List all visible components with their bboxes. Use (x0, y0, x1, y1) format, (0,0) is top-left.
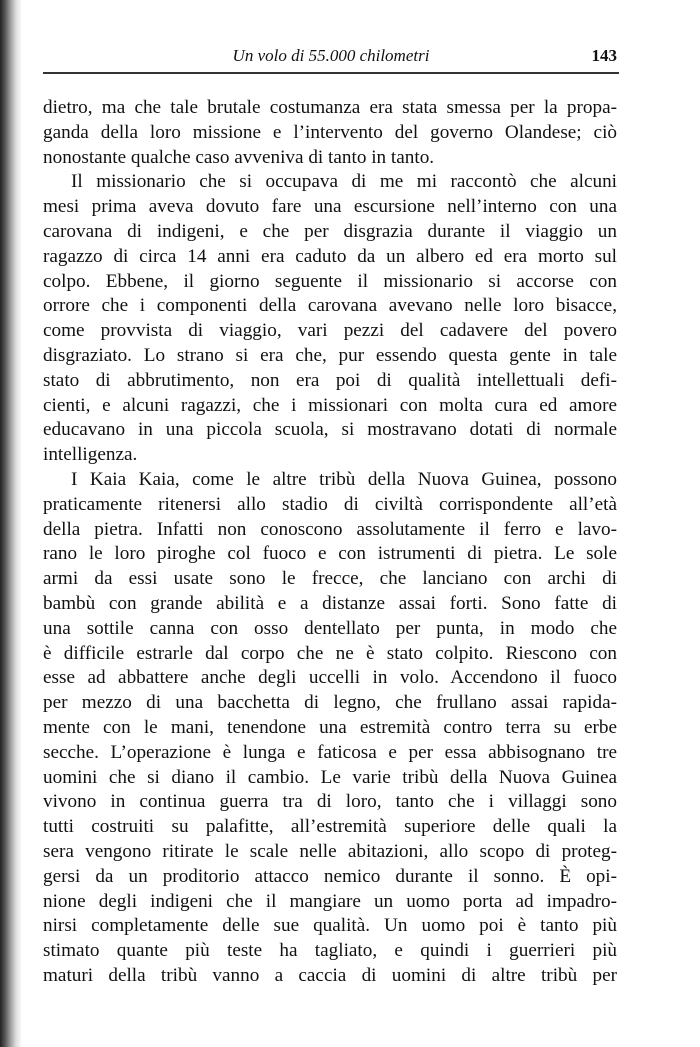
text-line: nione degli indigeni che il mangiare un uomo porta ad impadro- (43, 890, 617, 912)
text-line: mente con le mani, tenendone una estremità contro terra su erbe (43, 716, 617, 738)
text-line: colpo. Ebbene, il giorno seguente il missionario si accorse con (43, 270, 617, 292)
text-line: mesi prima aveva dovuto fare una escursione nell’interno con una (43, 196, 617, 218)
text-line: educavano in una piccola scuola, si mostravano dotati di normale (43, 419, 617, 441)
text-line: dietro, ma che tale brutale costumanza era stata smessa per la propa- (43, 97, 617, 118)
text-line: nirsi completamente delle sue qualità. Un uomo poi è tanto più (43, 915, 617, 937)
scan-spine-shadow (0, 0, 22, 1047)
text-line: come provvista di viaggio, vari pezzi del cadavere del povero (43, 320, 617, 342)
text-line: vivono in continua guerra tra di loro, tanto che i villaggi sono (43, 791, 617, 813)
text-line: esse ad abbattere anche degli uccelli in volo. Accendono il fuoco (43, 667, 617, 689)
text-line: è difficile estrarle dal corpo che ne è stato colpito. Riescono con (43, 642, 617, 664)
text-line: ganda della loro missione e l’intervento del governo Olandese; ciò (43, 121, 617, 143)
text-line: della pietra. Infatti non conoscono assolutamente il ferro e lavo- (43, 518, 617, 540)
text-line: gersi da un proditorio attacco nemico durante il sonno. È opi- (43, 865, 617, 887)
text-line: stato di abbrutimento, non era poi di qualità intellettuali defi- (43, 369, 617, 391)
text-line: maturi della tribù vanno a caccia di uomini di altre tribù per (43, 964, 617, 986)
text-line: stimato quante più teste ha tagliato, e quindi i guerrieri più (43, 940, 617, 962)
running-title: Un volo di 55.000 chilometri (232, 46, 430, 65)
text-line: rano le loro piroghe col fuoco e con istrumenti di pietra. Le sole (43, 543, 617, 565)
text-line: nonostante qualche caso avveniva di tanto in tanto. (43, 146, 435, 168)
page-number: 143 (591, 46, 617, 65)
page-header (43, 44, 619, 68)
text-line: I Kaia Kaia, come le altre tribù della Nuova Guinea, possono (71, 468, 617, 490)
text-line: Il missionario che si occupava di me mi raccontò che alcuni (71, 171, 617, 193)
text-line: intelligenza. (43, 444, 138, 466)
body-text (43, 96, 617, 989)
header-rule (43, 72, 619, 74)
text-line: sera vengono ritirate le scale nelle abitazioni, allo scopo di proteg- (43, 840, 617, 862)
text-line: per mezzo di una bacchetta di legno, che frullano assai rapida- (43, 692, 617, 714)
text-line: secche. L’operazione è lunga e faticosa e per essa abbisognano tre (43, 741, 617, 763)
text-line: cienti, e alcuni ragazzi, che i missionari con molta cura ed amore (43, 394, 617, 416)
text-line: uomini che si diano il cambio. Le varie tribù della Nuova Guinea (43, 766, 617, 788)
text-line: tutti costruiti su palafitte, all’estremità superiore delle quali la (43, 816, 617, 838)
text-line: armi da essi usate sono le frecce, che lanciano con archi di (43, 568, 617, 590)
text-line: disgraziato. Lo strano si era che, pur essendo questa gente in tale (43, 344, 617, 366)
text-line: orrore che i componenti della carovana avevano nelle loro bisacce, (43, 295, 617, 317)
text-line: bambù con grande abilità e a distanze assai forti. Sono fatte di (43, 592, 617, 614)
text-line: ragazzo di circa 14 anni era caduto da un albero ed era morto sul (43, 245, 617, 267)
text-line: carovana di indigeni, e che per disgrazia durante il viaggio un (43, 220, 617, 242)
text-line: praticamente ritenersi allo stadio di civiltà corrispondente all’età (43, 493, 617, 515)
text-line: una sottile canna con osso dentellato per punta, in modo che (43, 617, 617, 639)
